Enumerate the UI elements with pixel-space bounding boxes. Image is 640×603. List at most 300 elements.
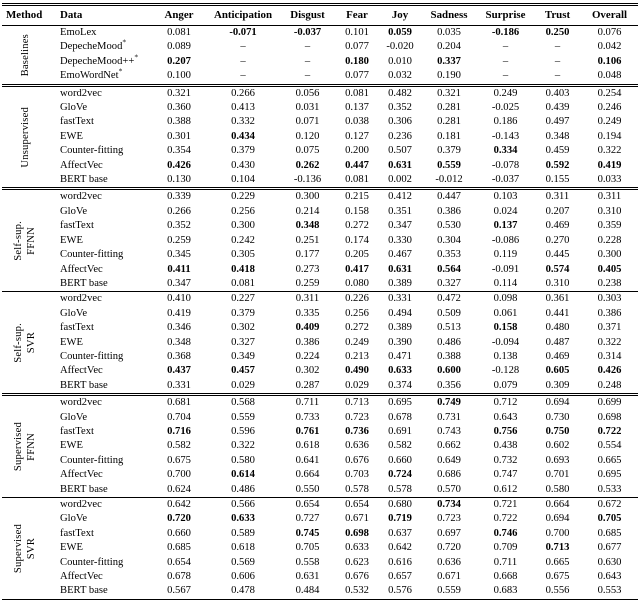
table-row	[2, 205, 638, 219]
value-cell: 0.386	[597, 307, 622, 319]
value-cell: 0.256	[345, 307, 369, 319]
value-cell: 0.076	[597, 27, 622, 38]
value-cell: 0.709	[493, 542, 518, 554]
value-cell: 0.711	[493, 556, 518, 568]
table-row	[2, 364, 638, 378]
value-cell: 0.685	[167, 542, 191, 554]
value-cell: 0.250	[545, 27, 570, 38]
value-cell: 0.580	[231, 454, 255, 466]
data-label: GloVe	[60, 513, 88, 525]
value-cell: 0.700	[545, 527, 570, 539]
value-cell: 0.654	[280, 498, 335, 513]
value-cell: 0.668	[493, 571, 518, 583]
value-cell: 0.314	[597, 350, 622, 362]
table-row	[2, 454, 638, 468]
data-label: EWE	[60, 336, 83, 348]
data-label: Counter-fitting	[60, 454, 124, 466]
column-header-method: Method	[2, 5, 48, 26]
value-cell: 0.403	[534, 85, 581, 101]
value-cell: 0.419	[597, 159, 622, 171]
value-cell: 0.266	[206, 85, 280, 101]
value-cell: 0.360	[167, 102, 191, 114]
method-group-label-supervised-ffnn	[2, 395, 48, 498]
value-cell: 0.582	[388, 440, 412, 452]
value-cell: –	[240, 41, 246, 53]
value-cell: 0.732	[493, 454, 518, 466]
value-cell: 0.676	[345, 454, 369, 466]
value-cell: 0.616	[388, 556, 412, 568]
value-cell: 0.447	[421, 189, 477, 205]
value-cell: –	[240, 70, 246, 82]
value-cell: 0.570	[437, 483, 461, 495]
data-label: word2vec	[48, 292, 152, 307]
value-cell: 0.130	[167, 174, 191, 186]
value-cell: 0.352	[167, 220, 191, 232]
value-cell: 0.311	[280, 292, 335, 307]
data-label: word2vec	[48, 85, 152, 101]
value-cell: 0.490	[345, 365, 369, 377]
value-cell: 0.103	[477, 189, 534, 205]
value-cell: 0.686	[437, 469, 461, 481]
value-cell: 0.678	[167, 571, 191, 583]
value-cell: 0.412	[379, 189, 421, 205]
value-cell: 0.249	[477, 85, 534, 101]
value-cell: 0.685	[597, 527, 622, 539]
method-group-label-selfsup-ffnn	[2, 189, 48, 292]
rotated-method-label: SVR	[26, 537, 37, 560]
value-cell: 0.186	[493, 116, 518, 128]
value-cell: 0.711	[280, 395, 335, 411]
table-row	[2, 379, 638, 395]
value-cell: -0.094	[491, 336, 520, 348]
value-cell: 0.749	[421, 395, 477, 411]
data-label: EWE	[60, 234, 83, 246]
data-label: AffectVec	[60, 365, 103, 377]
value-cell: 0.676	[345, 571, 369, 583]
value-cell: 0.345	[167, 249, 191, 261]
value-cell: 0.119	[493, 249, 518, 261]
table-row	[2, 411, 638, 425]
value-cell: 0.756	[493, 425, 518, 437]
rotated-method-label: Self-sup.	[13, 322, 24, 363]
data-label: word2vec	[48, 498, 152, 513]
value-cell: 0.612	[493, 483, 518, 495]
value-cell: 0.137	[345, 102, 369, 114]
value-cell: 0.614	[231, 469, 255, 481]
value-cell: 0.256	[231, 205, 255, 217]
data-label: BERT base	[60, 379, 108, 391]
table-row	[2, 115, 638, 129]
value-cell: 0.513	[437, 322, 461, 334]
value-cell: 0.177	[295, 249, 320, 261]
value-cell: 0.388	[437, 350, 461, 362]
value-cell: 0.636	[437, 556, 461, 568]
method-group-label-baselines	[2, 26, 48, 86]
data-label: AffectVec	[60, 469, 103, 481]
method-group-label-selfsup-svr	[2, 292, 48, 395]
value-cell: 0.472	[421, 292, 477, 307]
value-cell: –	[502, 41, 509, 53]
value-cell: 0.348	[295, 220, 320, 232]
value-cell: 0.559	[437, 159, 461, 171]
value-cell: 0.042	[597, 41, 622, 53]
table-row	[2, 584, 638, 599]
value-cell: 0.559	[231, 411, 255, 423]
value-cell: 0.413	[231, 102, 255, 114]
table-row	[2, 350, 638, 364]
column-header-fear: Fear	[335, 5, 379, 26]
value-cell: 0.353	[437, 249, 461, 261]
value-cell: 0.180	[345, 55, 369, 67]
value-cell: 0.262	[295, 159, 320, 171]
value-cell: 0.388	[167, 116, 191, 128]
data-label: fastText	[60, 116, 94, 128]
value-cell: 0.194	[597, 130, 622, 142]
value-cell: 0.205	[345, 249, 369, 261]
table-row	[2, 439, 638, 453]
value-cell: –	[304, 70, 311, 82]
value-cell: 0.379	[437, 145, 461, 157]
value-cell: 0.631	[388, 263, 412, 275]
value-cell: 0.332	[231, 116, 255, 128]
value-cell: 0.301	[167, 130, 191, 142]
value-cell: -0.025	[491, 102, 520, 114]
group-baselines	[2, 26, 638, 86]
value-cell: 0.698	[345, 527, 369, 539]
table-row	[2, 40, 638, 54]
table-row	[2, 307, 638, 321]
value-cell: 0.098	[477, 292, 534, 307]
rotated-method-label: Baselines	[19, 33, 31, 77]
data-label: EmoLex	[60, 27, 97, 38]
value-cell: 0.311	[534, 189, 581, 205]
value-cell: 0.750	[545, 425, 570, 437]
value-cell: 0.743	[437, 425, 461, 437]
table-row	[2, 55, 638, 69]
value-cell: 0.618	[231, 542, 255, 554]
value-cell: 0.665	[545, 556, 570, 568]
value-cell: 0.351	[388, 205, 412, 217]
value-cell: 0.694	[534, 395, 581, 411]
value-cell: 0.158	[345, 205, 369, 217]
table-row	[2, 292, 638, 307]
value-cell: 0.249	[345, 336, 369, 348]
value-cell: 0.554	[597, 440, 622, 452]
rotated-label-wrap	[2, 34, 48, 76]
value-cell: 0.104	[231, 174, 255, 186]
value-cell: 0.578	[388, 483, 412, 495]
value-cell: –	[240, 55, 246, 67]
value-cell: 0.631	[388, 159, 412, 171]
value-cell: 0.120	[295, 130, 320, 142]
value-cell: 0.654	[167, 556, 191, 568]
value-cell: 0.002	[388, 174, 412, 186]
value-cell: 0.532	[345, 585, 369, 597]
table-row	[2, 468, 638, 482]
column-header-joy: Joy	[379, 5, 421, 26]
rotated-label-wrap	[2, 422, 48, 471]
value-cell: 0.334	[493, 145, 518, 157]
data-label: word2vec	[48, 189, 152, 205]
value-cell: 0.077	[345, 70, 369, 82]
value-cell: 0.623	[345, 556, 369, 568]
value-cell: 0.486	[231, 483, 255, 495]
value-cell: 0.349	[231, 350, 255, 362]
value-cell: –	[554, 70, 561, 82]
group-supervised-ffnn	[2, 395, 638, 498]
table-row	[2, 321, 638, 335]
value-cell: –	[304, 41, 311, 53]
value-cell: 0.439	[545, 102, 570, 114]
value-cell: 0.266	[167, 205, 191, 217]
value-cell: 0.106	[597, 55, 622, 67]
value-cell: 0.035	[437, 27, 461, 38]
value-cell: 0.654	[335, 498, 379, 513]
value-cell: 0.630	[597, 556, 622, 568]
value-cell: 0.100	[167, 70, 191, 82]
value-cell: 0.720	[437, 542, 461, 554]
value-cell: 0.564	[437, 263, 461, 275]
value-cell: -0.086	[491, 234, 520, 246]
value-cell: 0.747	[493, 469, 518, 481]
value-cell: 0.347	[167, 277, 191, 289]
table-row	[2, 483, 638, 498]
value-cell: 0.071	[295, 116, 320, 128]
value-cell: 0.236	[388, 130, 412, 142]
value-cell: 0.081	[335, 85, 379, 101]
table-row	[2, 130, 638, 144]
value-cell: 0.048	[597, 70, 622, 82]
value-cell: 0.127	[345, 130, 369, 142]
value-cell: 0.331	[167, 379, 191, 391]
value-cell: 0.114	[493, 277, 518, 289]
group-selfsup-svr	[2, 292, 638, 395]
table-row	[2, 26, 638, 41]
column-header-overall: Overall	[581, 5, 638, 26]
value-cell: 0.430	[231, 159, 255, 171]
value-cell: 0.033	[597, 174, 622, 186]
table-row	[2, 263, 638, 277]
data-label: BERT base	[60, 277, 108, 289]
value-cell: 0.304	[437, 234, 461, 246]
data-label: BERT base	[60, 174, 108, 186]
value-cell: 0.643	[597, 571, 622, 583]
value-cell: 0.242	[231, 234, 255, 246]
footnote-marker: *	[118, 66, 123, 76]
value-cell: 0.559	[437, 585, 461, 597]
value-cell: 0.426	[167, 159, 191, 171]
value-cell: 0.566	[206, 498, 280, 513]
value-cell: 0.158	[493, 322, 518, 334]
table-row	[2, 512, 638, 526]
value-cell: 0.330	[388, 234, 412, 246]
group-selfsup-ffnn	[2, 189, 638, 292]
value-cell: -0.037	[491, 174, 520, 186]
table-row	[2, 527, 638, 541]
value-cell: 0.681	[152, 395, 206, 411]
value-cell: 0.596	[231, 425, 255, 437]
group-unsupervised	[2, 85, 638, 189]
value-cell: 0.494	[388, 307, 412, 319]
table-row	[2, 277, 638, 292]
value-cell: 0.457	[231, 365, 255, 377]
value-cell: 0.339	[152, 189, 206, 205]
value-cell: 0.426	[597, 365, 622, 377]
value-cell: 0.589	[231, 527, 255, 539]
data-label: EWE	[60, 440, 83, 452]
value-cell: 0.204	[437, 41, 461, 53]
value-cell: 0.471	[388, 350, 412, 362]
value-cell: 0.633	[345, 542, 369, 554]
value-cell: 0.310	[597, 205, 622, 217]
value-cell: -0.037	[293, 27, 322, 38]
value-cell: 0.207	[167, 55, 191, 67]
data-label: GloVe	[60, 102, 88, 114]
value-cell: –	[502, 55, 509, 67]
value-cell: 0.720	[167, 513, 191, 525]
value-cell: 0.633	[231, 513, 255, 525]
value-cell: -0.136	[293, 174, 322, 186]
value-cell: 0.300	[231, 220, 255, 232]
value-cell: 0.305	[231, 249, 255, 261]
value-cell: –	[304, 55, 311, 67]
value-cell: 0.675	[167, 454, 191, 466]
table-row	[2, 556, 638, 570]
value-cell: 0.031	[295, 102, 320, 114]
method-group-label-unsupervised	[2, 85, 48, 189]
value-cell: 0.664	[295, 469, 320, 481]
value-cell: 0.024	[493, 205, 518, 217]
value-cell: 0.680	[379, 498, 421, 513]
value-cell: 0.227	[206, 292, 280, 307]
value-cell: 0.322	[231, 440, 255, 452]
data-label: AffectVec	[60, 263, 103, 275]
value-cell: 0.337	[437, 55, 461, 67]
value-cell: 0.574	[545, 263, 570, 275]
value-cell: 0.569	[231, 556, 255, 568]
value-cell: 0.624	[167, 483, 191, 495]
value-cell: 0.600	[437, 365, 461, 377]
value-cell: 0.155	[545, 174, 570, 186]
value-cell: 0.618	[295, 440, 320, 452]
value-cell: 0.207	[545, 205, 570, 217]
value-cell: 0.602	[545, 440, 570, 452]
value-cell: 0.447	[345, 159, 369, 171]
value-cell: -0.143	[491, 130, 520, 142]
value-cell: 0.224	[295, 350, 320, 362]
value-cell: 0.390	[388, 336, 412, 348]
value-cell: 0.721	[477, 498, 534, 513]
data-label: EWE	[60, 130, 83, 142]
value-cell: 0.745	[295, 527, 320, 539]
value-cell: -0.078	[491, 159, 520, 171]
value-cell: 0.405	[597, 263, 622, 275]
value-cell: 0.418	[231, 263, 255, 275]
rotated-method-label: Self-sup.	[13, 221, 24, 261]
value-cell: 0.309	[545, 379, 570, 391]
value-cell: 0.671	[437, 571, 461, 583]
value-cell: 0.713	[545, 542, 570, 554]
value-cell: 0.693	[545, 454, 570, 466]
value-cell: 0.347	[388, 220, 412, 232]
value-cell: 0.038	[345, 116, 369, 128]
rotated-method-label: Supervised	[13, 422, 24, 472]
data-label: Counter-fitting	[60, 145, 124, 157]
value-cell: 0.649	[437, 454, 461, 466]
value-cell: 0.580	[545, 483, 570, 495]
value-cell: 0.484	[295, 585, 320, 597]
data-label: fastText	[60, 527, 94, 539]
method-group-label-supervised-svr	[2, 498, 48, 600]
value-cell: 0.371	[597, 322, 622, 334]
column-header-disgust: Disgust	[280, 5, 335, 26]
value-cell: 0.733	[295, 411, 320, 423]
rotated-label-wrap	[2, 107, 48, 168]
value-cell: 0.300	[597, 249, 622, 261]
value-cell: 0.251	[295, 234, 320, 246]
value-cell: 0.419	[167, 307, 191, 319]
rotated-label-wrap	[2, 323, 48, 363]
data-label: Counter-fitting	[60, 350, 124, 362]
value-cell: 0.567	[167, 585, 191, 597]
value-cell: 0.469	[545, 350, 570, 362]
value-cell: 0.533	[597, 483, 622, 495]
value-cell: -0.020	[386, 41, 414, 53]
table-row	[2, 541, 638, 555]
table-row	[2, 69, 638, 85]
value-cell: 0.637	[388, 527, 412, 539]
value-cell: 0.487	[545, 336, 570, 348]
value-cell: 0.683	[493, 585, 518, 597]
value-cell: 0.081	[345, 174, 369, 186]
value-cell: 0.746	[493, 527, 518, 539]
value-cell: 0.411	[167, 263, 191, 275]
value-cell: 0.032	[388, 70, 412, 82]
value-cell: 0.101	[345, 27, 369, 38]
value-cell: 0.633	[388, 365, 412, 377]
value-cell: 0.254	[581, 85, 638, 101]
data-label: GloVe	[60, 205, 88, 217]
value-cell: 0.657	[388, 571, 412, 583]
value-cell: 0.061	[493, 307, 518, 319]
value-cell: 0.248	[597, 379, 622, 391]
data-label: GloVe	[60, 411, 88, 423]
value-cell: 0.716	[167, 425, 191, 437]
value-cell: 0.606	[231, 571, 255, 583]
value-cell: 0.677	[597, 542, 622, 554]
value-cell: 0.722	[493, 513, 518, 525]
value-cell: 0.509	[437, 307, 461, 319]
value-cell: 0.300	[280, 189, 335, 205]
value-cell: 0.558	[295, 556, 320, 568]
value-cell: 0.697	[437, 527, 461, 539]
value-cell: 0.352	[388, 102, 412, 114]
value-cell: 0.497	[545, 116, 570, 128]
column-header-data: Data	[48, 5, 152, 26]
value-cell: 0.379	[231, 307, 255, 319]
value-cell: 0.582	[167, 440, 191, 452]
value-cell: 0.200	[345, 145, 369, 157]
value-cell: 0.029	[345, 379, 369, 391]
value-cell: 0.354	[167, 145, 191, 157]
value-cell: 0.238	[597, 277, 622, 289]
value-cell: 0.368	[167, 350, 191, 362]
data-label: AffectVec	[60, 571, 103, 583]
value-cell: 0.259	[167, 234, 191, 246]
value-cell: 0.246	[597, 102, 622, 114]
value-cell: 0.321	[152, 85, 206, 101]
value-cell: 0.348	[167, 336, 191, 348]
